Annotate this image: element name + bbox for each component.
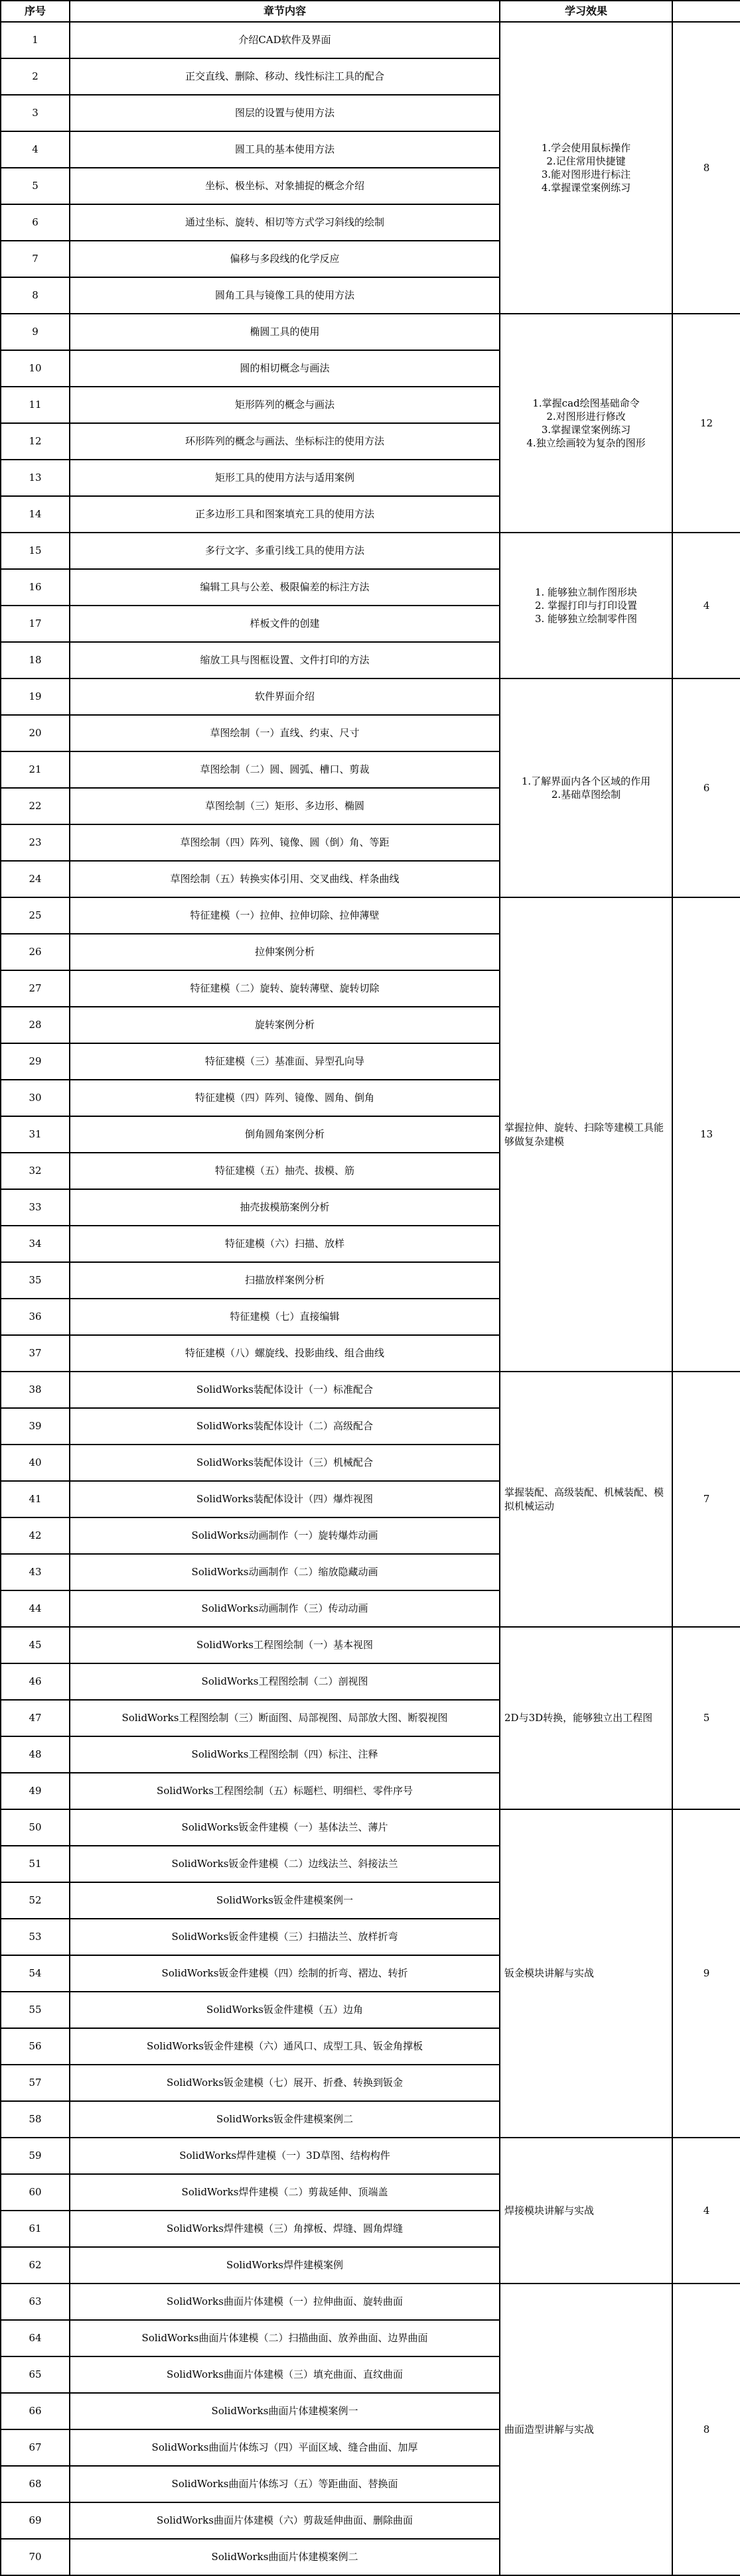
row-number: 48 (1, 1736, 70, 1773)
chapter-content: 软件界面介绍 (70, 678, 500, 715)
row-number: 58 (1, 2101, 70, 2138)
row-number: 60 (1, 2174, 70, 2211)
row-number: 17 (1, 606, 70, 642)
row-number: 5 (1, 168, 70, 204)
chapter-content: SolidWorks钣金件建模（四）绘制的折弯、褶边、转折 (70, 1955, 500, 1992)
chapter-content: SolidWorks曲面片体建模（六）剪裁延伸曲面、删除曲面 (70, 2502, 500, 2539)
chapter-content: SolidWorks钣金件建模案例二 (70, 2101, 500, 2138)
row-number: 40 (1, 1445, 70, 1481)
chapter-content: SolidWorks钣金件建模（五）边角 (70, 1992, 500, 2028)
row-number: 14 (1, 496, 70, 533)
row-number: 7 (1, 241, 70, 277)
chapter-content: 样板文件的创建 (70, 606, 500, 642)
chapter-content: 草图绘制（三）矩形、多边形、椭圆 (70, 788, 500, 824)
group-hours: 4 (672, 2138, 740, 2284)
chapter-content: 椭圆工具的使用 (70, 314, 500, 350)
row-number: 21 (1, 751, 70, 788)
chapter-content: 特征建模（一）拉伸、拉伸切除、拉伸薄壁 (70, 897, 500, 934)
chapter-content: 扫描放样案例分析 (70, 1262, 500, 1299)
chapter-content: 正交直线、删除、移动、线性标注工具的配合 (70, 58, 500, 95)
row-number: 55 (1, 1992, 70, 2028)
group-hours: 4 (672, 533, 740, 678)
row-number: 15 (1, 533, 70, 569)
row-number: 8 (1, 277, 70, 314)
row-number: 12 (1, 423, 70, 460)
table-row (1, 897, 740, 934)
row-number: 32 (1, 1153, 70, 1189)
group-hours: 5 (672, 1627, 740, 1809)
group-hours: 8 (672, 2284, 740, 2575)
row-number: 23 (1, 824, 70, 861)
chapter-content: 圆工具的基本使用方法 (70, 131, 500, 168)
learning-outcome: 2D与3D转换，能够独立出工程图 (500, 1627, 672, 1809)
chapter-content: SolidWorks曲面片体练习（五）等距曲面、替换面 (70, 2466, 500, 2502)
group-hours: 12 (672, 314, 740, 533)
table-row (1, 678, 740, 715)
chapter-content: SolidWorks焊件建模（二）剪裁延伸、顶端盖 (70, 2174, 500, 2211)
learning-outcome: 钣金模块讲解与实战 (500, 1809, 672, 2138)
group-hours: 7 (672, 1372, 740, 1627)
chapter-content: 特征建模（二）旋转、旋转薄壁、旋转切除 (70, 970, 500, 1007)
chapter-content: 圆角工具与镜像工具的使用方法 (70, 277, 500, 314)
row-number: 68 (1, 2466, 70, 2502)
table-row (1, 22, 740, 58)
row-number: 2 (1, 58, 70, 95)
chapter-content: 矩形工具的使用方法与适用案例 (70, 460, 500, 496)
table-row (1, 1809, 740, 1846)
chapter-content: 特征建模（六）扫描、放样 (70, 1226, 500, 1262)
row-number: 13 (1, 460, 70, 496)
row-number: 57 (1, 2065, 70, 2101)
chapter-content: SolidWorks曲面片体建模（二）扫描曲面、放养曲面、边界曲面 (70, 2320, 500, 2356)
chapter-content: 多行文字、多重引线工具的使用方法 (70, 533, 500, 569)
chapter-content: 环形阵列的概念与画法、坐标标注的使用方法 (70, 423, 500, 460)
row-number: 28 (1, 1007, 70, 1043)
header-num: 序号 (1, 1, 70, 22)
group-hours: 13 (672, 897, 740, 1372)
chapter-content: SolidWorks焊件建模案例 (70, 2247, 500, 2284)
chapter-content: SolidWorks工程图绘制（三）断面图、局部视图、局部放大图、断裂视图 (70, 1700, 500, 1736)
learning-outcome: 1. 能够独立制作图形块 2. 掌握打印与打印设置 3. 能够独立绘制零件图 (500, 533, 672, 678)
row-number: 16 (1, 569, 70, 606)
chapter-content: 坐标、极坐标、对象捕捉的概念介绍 (70, 168, 500, 204)
chapter-content: SolidWorks工程图绘制（四）标注、注释 (70, 1736, 500, 1773)
row-number: 63 (1, 2284, 70, 2320)
row-number: 39 (1, 1408, 70, 1445)
group-hours: 9 (672, 1809, 740, 2138)
table-row (1, 2284, 740, 2320)
row-number: 34 (1, 1226, 70, 1262)
row-number: 61 (1, 2211, 70, 2247)
chapter-content: 草图绘制（二）圆、圆弧、槽口、剪裁 (70, 751, 500, 788)
header-row (1, 1, 740, 22)
row-number: 69 (1, 2502, 70, 2539)
row-number: 35 (1, 1262, 70, 1299)
table-row (1, 1627, 740, 1663)
row-number: 11 (1, 387, 70, 423)
chapter-content: SolidWorks动画制作（二）缩放隐藏动画 (70, 1554, 500, 1590)
learning-outcome: 掌握装配、高级装配、机械装配、模拟机械运动 (500, 1372, 672, 1627)
row-number: 18 (1, 642, 70, 678)
row-number: 45 (1, 1627, 70, 1663)
chapter-content: SolidWorks工程图绘制（五）标题栏、明细栏、零件序号 (70, 1773, 500, 1809)
chapter-content: 特征建模（四）阵列、镜像、圆角、倒角 (70, 1080, 500, 1116)
chapter-content: 圆的相切概念与画法 (70, 350, 500, 387)
learning-outcome: 曲面造型讲解与实战 (500, 2284, 672, 2575)
table-body (1, 22, 740, 2575)
row-number: 47 (1, 1700, 70, 1736)
row-number: 20 (1, 715, 70, 751)
chapter-content: SolidWorks工程图绘制（二）剖视图 (70, 1663, 500, 1700)
row-number: 41 (1, 1481, 70, 1517)
chapter-content: 偏移与多段线的化学反应 (70, 241, 500, 277)
row-number: 49 (1, 1773, 70, 1809)
chapter-content: SolidWorks焊件建模（一）3D草图、结构构件 (70, 2138, 500, 2174)
chapter-content: SolidWorks钣金件建模（六）通风口、成型工具、钣金角撑板 (70, 2028, 500, 2065)
chapter-content: SolidWorks曲面片体练习（四）平面区域、缝合曲面、加厚 (70, 2429, 500, 2466)
chapter-content: SolidWorks动画制作（一）旋转爆炸动画 (70, 1517, 500, 1554)
chapter-content: SolidWorks钣金件建模案例一 (70, 1882, 500, 1919)
chapter-content: 特征建模（三）基准面、异型孔向导 (70, 1043, 500, 1080)
chapter-content: 草图绘制（五）转换实体引用、交叉曲线、样条曲线 (70, 861, 500, 897)
chapter-content: SolidWorks曲面片体建模案例二 (70, 2539, 500, 2575)
learning-outcome: 1.学会使用鼠标操作 2.记住常用快捷键 3.能对图形进行标注 4.掌握课堂案例练习 (500, 22, 672, 314)
row-number: 42 (1, 1517, 70, 1554)
chapter-content: 图层的设置与使用方法 (70, 95, 500, 131)
chapter-content: SolidWorks装配体设计（三）机械配合 (70, 1445, 500, 1481)
row-number: 64 (1, 2320, 70, 2356)
chapter-content: 抽壳拔模筋案例分析 (70, 1189, 500, 1226)
table-row (1, 1372, 740, 1408)
learning-outcome: 1.了解界面内各个区域的作用 2.基础草图绘制 (500, 678, 672, 897)
chapter-content: 草图绘制（一）直线、约束、尺寸 (70, 715, 500, 751)
table-row (1, 2138, 740, 2174)
row-number: 62 (1, 2247, 70, 2284)
header-content: 章节内容 (70, 1, 500, 22)
chapter-content: 特征建模（五）抽壳、拔模、筋 (70, 1153, 500, 1189)
chapter-content: 草图绘制（四）阵列、镜像、圆（倒）角、等距 (70, 824, 500, 861)
chapter-content: 倒角圆角案例分析 (70, 1116, 500, 1153)
header-hours (672, 1, 740, 22)
chapter-content: SolidWorks装配体设计（一）标准配合 (70, 1372, 500, 1408)
chapter-content: SolidWorks装配体设计（四）爆炸视图 (70, 1481, 500, 1517)
row-number: 1 (1, 22, 70, 58)
row-number: 53 (1, 1919, 70, 1955)
chapter-content: SolidWorks钣金建模（七）展开、折叠、转换到钣金 (70, 2065, 500, 2101)
table-row (1, 533, 740, 569)
chapter-content: 正多边形工具和图案填充工具的使用方法 (70, 496, 500, 533)
row-number: 27 (1, 970, 70, 1007)
row-number: 46 (1, 1663, 70, 1700)
row-number: 4 (1, 131, 70, 168)
chapter-content: SolidWorks曲面片体建模（三）填充曲面、直纹曲面 (70, 2356, 500, 2393)
chapter-content: SolidWorks曲面片体建模（一）拉伸曲面、旋转曲面 (70, 2284, 500, 2320)
chapter-content: 特征建模（八）螺旋线、投影曲线、组合曲线 (70, 1335, 500, 1372)
row-number: 26 (1, 934, 70, 970)
group-hours: 8 (672, 22, 740, 314)
row-number: 30 (1, 1080, 70, 1116)
table-row (1, 314, 740, 350)
chapter-content: 缩放工具与图框设置、文件打印的方法 (70, 642, 500, 678)
row-number: 66 (1, 2393, 70, 2429)
chapter-content: 矩形阵列的概念与画法 (70, 387, 500, 423)
table-header (1, 1, 740, 22)
chapter-content: SolidWorks焊件建模（三）角撑板、焊缝、圆角焊缝 (70, 2211, 500, 2247)
row-number: 33 (1, 1189, 70, 1226)
row-number: 50 (1, 1809, 70, 1846)
row-number: 52 (1, 1882, 70, 1919)
row-number: 37 (1, 1335, 70, 1372)
row-number: 65 (1, 2356, 70, 2393)
row-number: 70 (1, 2539, 70, 2575)
row-number: 31 (1, 1116, 70, 1153)
row-number: 3 (1, 95, 70, 131)
learning-outcome: 掌握拉伸、旋转、扫除等建模工具能够做复杂建模 (500, 897, 672, 1372)
row-number: 24 (1, 861, 70, 897)
chapter-content: SolidWorks曲面片体建模案例一 (70, 2393, 500, 2429)
row-number: 38 (1, 1372, 70, 1408)
row-number: 22 (1, 788, 70, 824)
row-number: 67 (1, 2429, 70, 2466)
chapter-content: SolidWorks钣金件建模（一）基体法兰、薄片 (70, 1809, 500, 1846)
row-number: 29 (1, 1043, 70, 1080)
chapter-content: SolidWorks钣金件建模（二）边线法兰、斜接法兰 (70, 1846, 500, 1882)
chapter-content: 通过坐标、旋转、相切等方式学习斜线的绘制 (70, 204, 500, 241)
row-number: 36 (1, 1299, 70, 1335)
row-number: 19 (1, 678, 70, 715)
chapter-content: 旋转案例分析 (70, 1007, 500, 1043)
chapter-content: 编辑工具与公差、极限偏差的标注方法 (70, 569, 500, 606)
row-number: 43 (1, 1554, 70, 1590)
row-number: 44 (1, 1590, 70, 1627)
row-number: 10 (1, 350, 70, 387)
chapter-content: SolidWorks钣金件建模（三）扫描法兰、放样折弯 (70, 1919, 500, 1955)
row-number: 59 (1, 2138, 70, 2174)
row-number: 56 (1, 2028, 70, 2065)
row-number: 9 (1, 314, 70, 350)
chapter-content: SolidWorks装配体设计（二）高级配合 (70, 1408, 500, 1445)
row-number: 54 (1, 1955, 70, 1992)
header-result: 学习效果 (500, 1, 672, 22)
learning-outcome: 焊接模块讲解与实战 (500, 2138, 672, 2284)
learning-outcome: 1.掌握cad绘图基础命令 2.对图形进行修改 3.掌握课堂案例练习 4.独立绘画较为复杂的图形 (500, 314, 672, 533)
chapter-content: SolidWorks工程图绘制（一）基本视图 (70, 1627, 500, 1663)
row-number: 51 (1, 1846, 70, 1882)
group-hours: 6 (672, 678, 740, 897)
chapter-content: 拉伸案例分析 (70, 934, 500, 970)
row-number: 6 (1, 204, 70, 241)
chapter-content: 特征建模（七）直接编辑 (70, 1299, 500, 1335)
row-number: 25 (1, 897, 70, 934)
chapter-content: 介绍CAD软件及界面 (70, 22, 500, 58)
chapter-content: SolidWorks动画制作（三）传动动画 (70, 1590, 500, 1627)
